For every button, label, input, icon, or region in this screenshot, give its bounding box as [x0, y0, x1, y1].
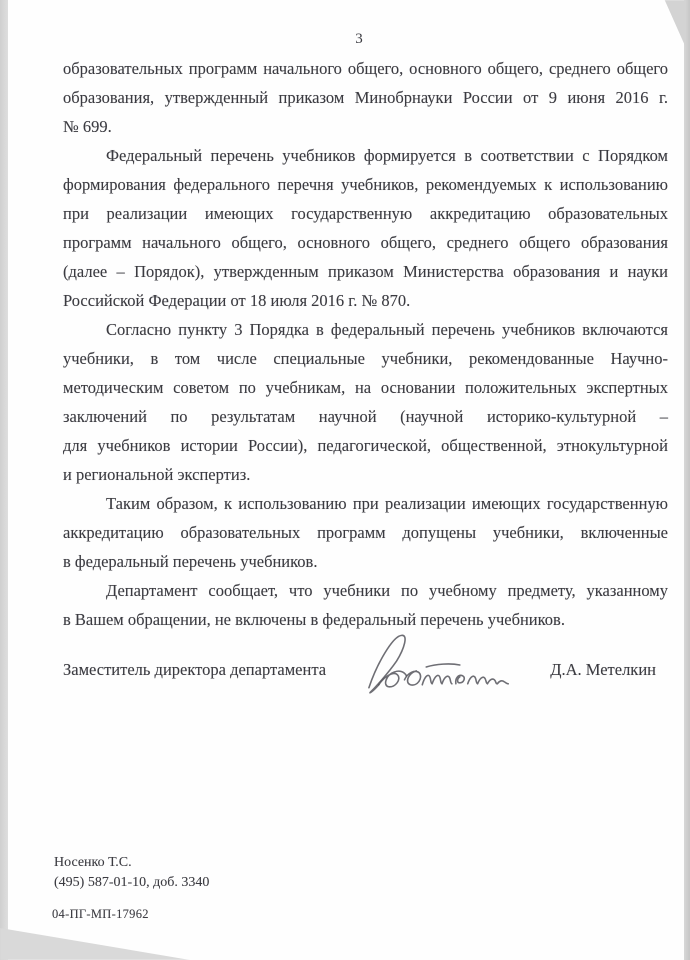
text-line: формирования федерального перечня учебников, рекомендуемых к использованию — [63, 175, 668, 194]
text-line: № 699. — [63, 117, 112, 136]
signer-name: Д.А. Метелкин — [550, 660, 656, 679]
text-line: при реализации имеющих государственную аккредитацию образовательных — [63, 204, 668, 223]
reference-number: 04-ПГ-МП-17962 — [52, 907, 149, 921]
text-line: Согласно пункту 3 Порядка в федеральный перечень учебников включаются — [106, 320, 668, 339]
executor-phone: (495) 587-01-10, доб. 3340 — [54, 874, 210, 890]
page-number: 3 — [355, 31, 363, 47]
paragraph-2 — [63, 141, 668, 315]
text-line: в Вашем обращении, не включены в федеральный перечень учебников. — [63, 610, 565, 629]
text-line: образовательных программ начального общего, основного общего, среднего общего — [63, 59, 668, 78]
text-line: аккредитацию образовательных программ допущены учебники, включенные — [63, 523, 668, 542]
text-line: Российской Федерации от 18 июля 2016 г. № 870. — [63, 291, 411, 310]
text-line: в федеральный перечень учебников. — [63, 552, 318, 571]
text-line: Федеральный перечень учебников формируется в соответствии с Порядком — [106, 146, 668, 165]
page-edge-left-shadow — [0, 0, 8, 960]
handwritten-signature-icon — [361, 628, 529, 703]
text-line: Таким образом, к использованию при реализации имеющих государственную — [106, 494, 668, 513]
text-line: программ начального общего, основного общего, среднего общего образования — [63, 233, 668, 252]
text-line: методическим советом по учебникам, на основании положительных экспертных — [63, 378, 668, 397]
signature-block — [63, 628, 668, 703]
letter-body — [63, 54, 668, 634]
page-corner-top-right-shadow — [660, 0, 686, 48]
page-corner-bottom-left-shadow — [0, 928, 190, 960]
text-line: (далее – Порядок), утвержденным приказом Министерства образования и науки — [63, 262, 668, 281]
text-line: для учебников истории России), педагогической, общественной, этнокультурной — [63, 436, 668, 455]
text-line: и региональной экспертиз. — [63, 465, 251, 484]
executor-contact — [54, 853, 209, 892]
paragraph-3 — [63, 315, 668, 489]
text-line: учебники, в том числе специальные учебники, рекомендованные Научно- — [63, 349, 668, 368]
executor-name: Носенко Т.С. — [54, 855, 132, 870]
paragraph-4 — [63, 489, 668, 634]
signer-title: Заместитель директора департамента — [63, 660, 327, 679]
text-line: образования, утвержденный приказом Минобрнауки России от 9 июня 2016 г. — [63, 88, 668, 107]
page-edge-right-shadow — [684, 0, 690, 960]
paragraph-1 — [63, 54, 668, 141]
text-line: заключений по результатам научной (научной историко-культурной – — [63, 407, 668, 426]
text-line: Департамент сообщает, что учебники по учебному предмету, указанному — [106, 581, 668, 600]
